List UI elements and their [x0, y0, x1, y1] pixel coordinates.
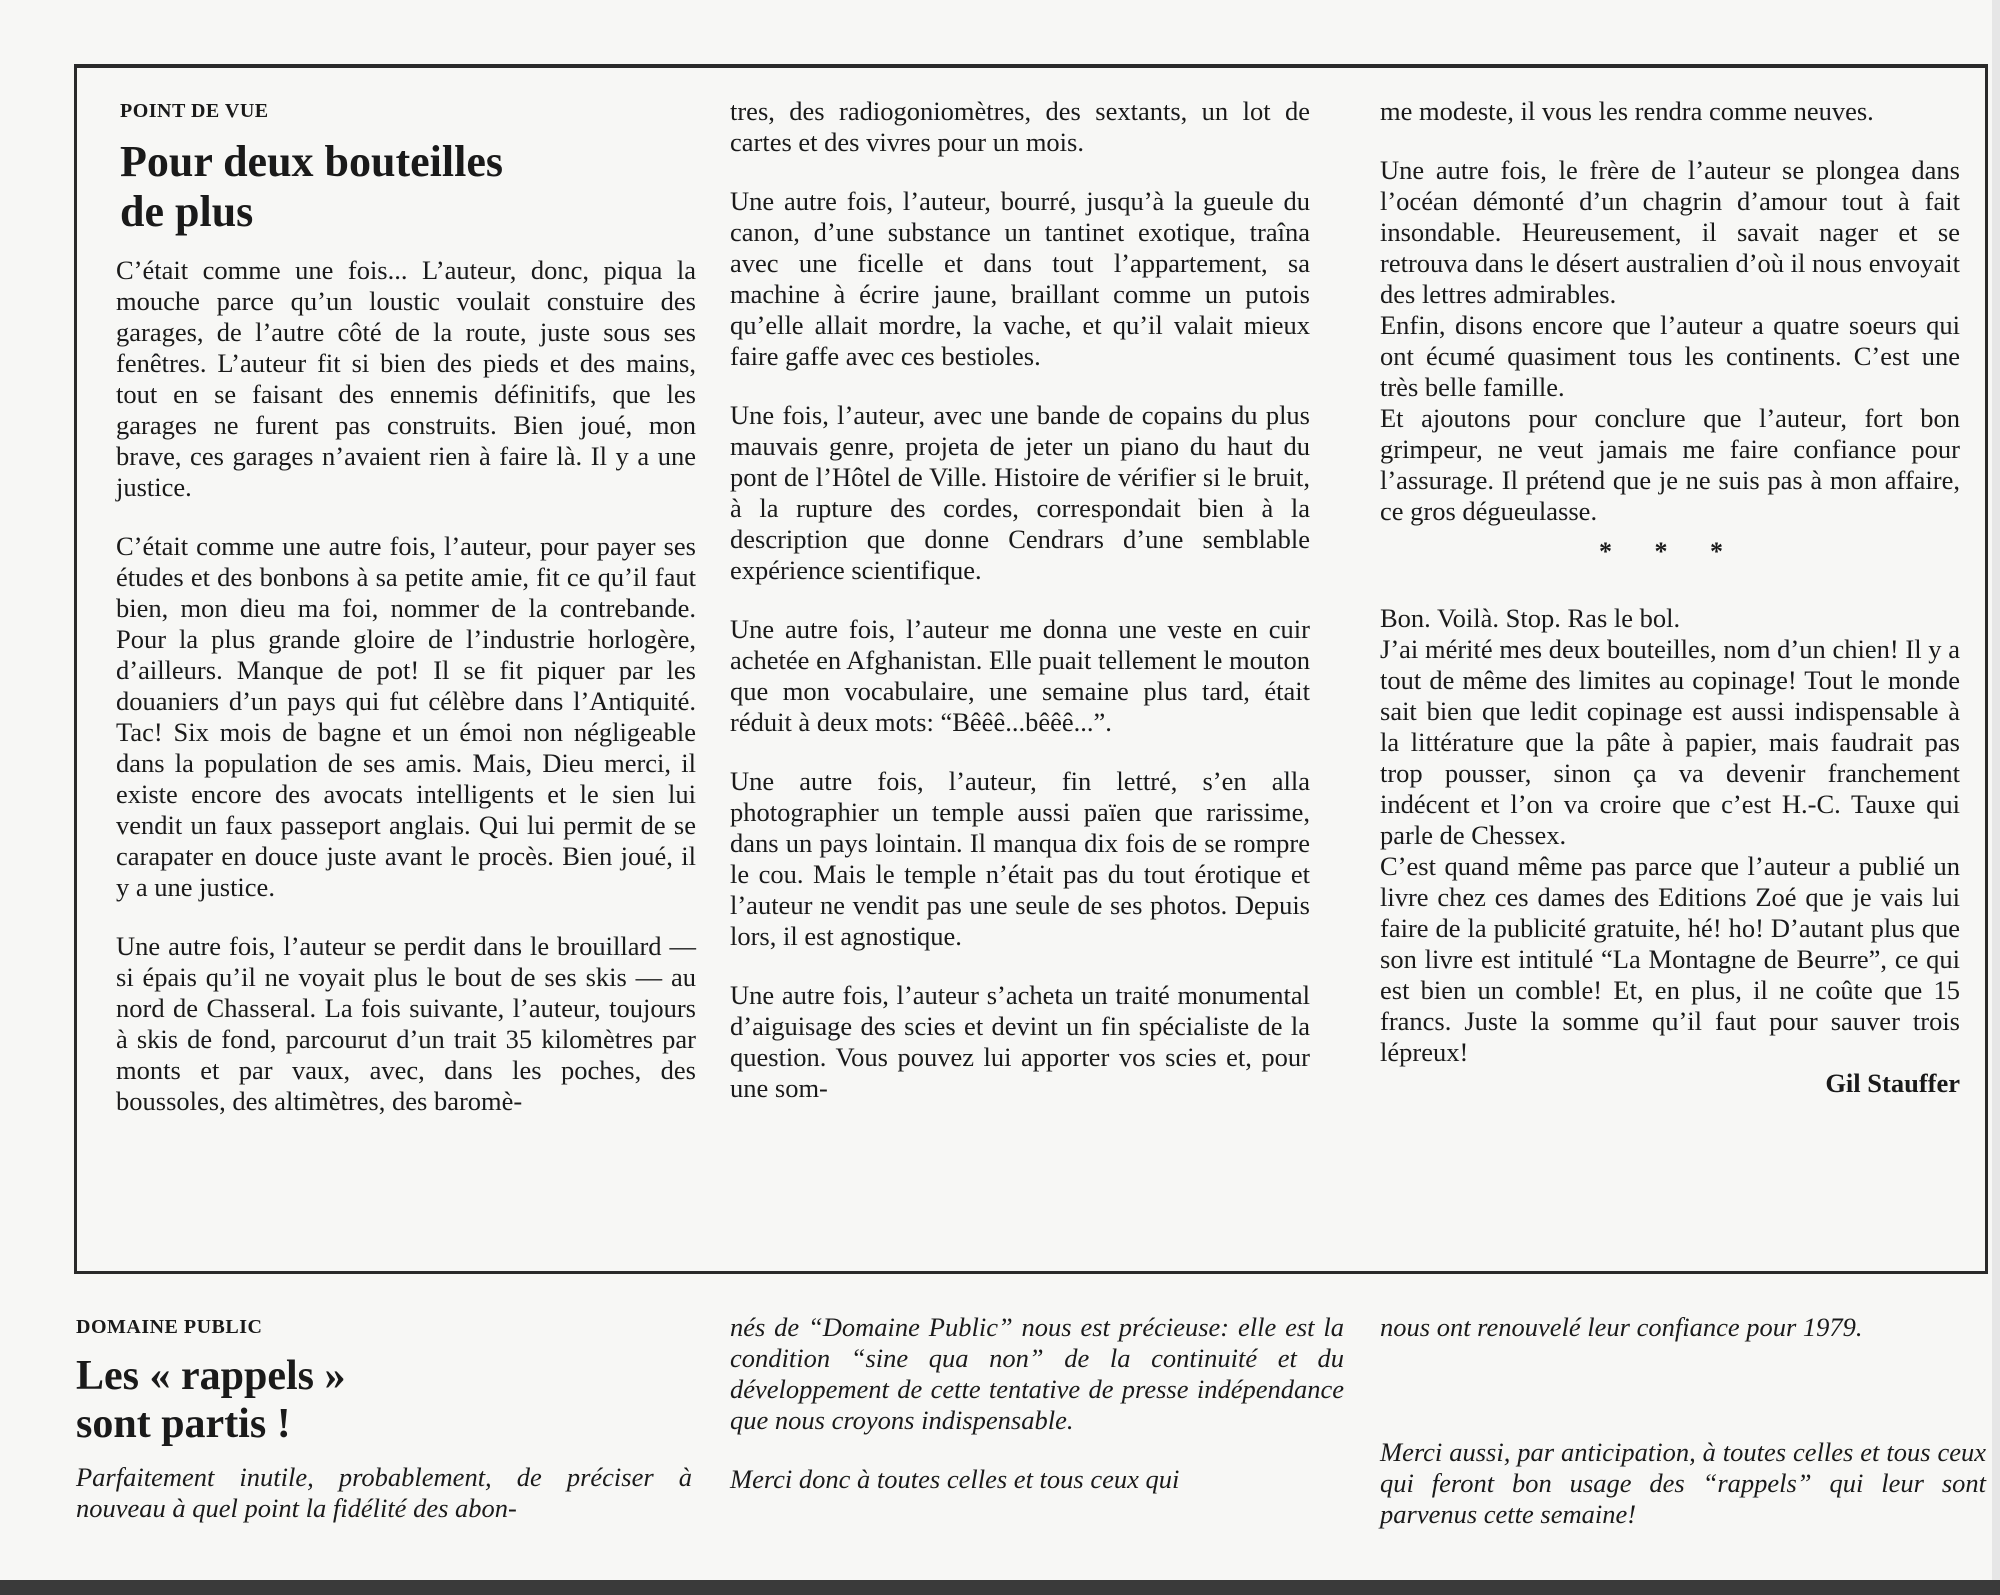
headline-article2	[76, 1352, 346, 1448]
paragraph: Une autre fois, le frère de l’auteur se plongea dans l’océan démonté d’un chagrin d’amour tout à fait insondable. Heureusement, il savait nager et se retrouva dans le désert australien d’où il nous envoyait des lettres admirables.	[1380, 155, 1960, 309]
paragraph: Et ajoutons pour conclure que l’auteur, fort bon grimpeur, ne veut jamais me faire confiance pour l’assurage. Il prétend que je ne suis pas à mon affaire, ce gros dégueulasse.	[1380, 403, 1960, 526]
paragraph: C’était comme une autre fois, l’auteur, pour payer ses études et des bonbons à sa petite amie, fit ce qu’il faut bien, mon dieu ma foi, nommer de la contrebande. Pour la plus grande gloire de l’industrie horlogère, d’ailleurs. Manque de pot! Il se fit piquer par les douaniers d’un pays qui fut célèbre dans l’Antiquité. Tac! Six mois de bagne et un émoi non négligeable dans la population de ses amis. Mais, Dieu merci, il existe encore des avocats intelligents et le sien lui vendit un faux passeport anglais. Qui lui permit de se carapater en douce juste avant le procès. Bien joué, il y a une justice.	[116, 531, 696, 902]
section-separator: * * *	[1599, 537, 1741, 566]
headline-line2: sont partis !	[76, 1401, 291, 1447]
paragraph: J’ai mérité mes deux bouteilles, nom d’un chien! Il y a tout de même des limites au copinage! Tout le monde sait bien que ledit copinage est aussi indispensable à la littérature que la pâte à papier, mais faudrait pas trop pousser, sinon ça va devenir franchement indécent et l’on va croire que c’est H.-C. Tauxe qui parle de Chessex.	[1380, 634, 1960, 850]
kicker-point-de-vue: POINT DE VUE	[120, 100, 269, 122]
scan-border	[0, 1580, 2000, 1595]
headline-line1: Les « rappels »	[76, 1353, 346, 1399]
article2-column2	[730, 1312, 1344, 1523]
paragraph: Une autre fois, l’auteur se perdit dans le brouillard — si épais qu’il ne voyait plus le bout de ses skis — au nord de Chasseral. La fois suivante, l’auteur, toujours à skis de fond, parcourut d’un trait 35 kilomètres par monts et par vaux, avec, dans les poches, des boussoles, des altimètres, des baromè-	[116, 931, 696, 1116]
article1-column1	[116, 255, 696, 1117]
author-signature: Gil Stauffer	[1825, 1068, 1960, 1098]
headline-article1	[120, 137, 503, 237]
paragraph: Une fois, l’auteur, avec une bande de copains du plus mauvais genre, projeta de jeter un piano du haut du pont de l’Hôtel de Ville. Histoire de vérifier si le bruit, à la rupture des cordes, correspondait bien à la description que donne Cendrars d’une semblable expérience scientifique.	[730, 400, 1310, 585]
article2-column3	[1380, 1312, 1986, 1558]
paragraph: nés de “Domaine Public” nous est précieuse: elle est la condition “sine qua non” de la continuité et du développement de cette tentative de presse indépendance que nous croyons indispensable.	[730, 1312, 1344, 1435]
paragraph: Merci aussi, par anticipation, à toutes celles et tous ceux qui feront bon usage des “rappels” qui leur sont parvenus cette semaine!	[1380, 1437, 1986, 1529]
paragraph: Parfaitement inutile, probablement, de préciser à nouveau à quel point la fidélité des abon-	[76, 1462, 692, 1523]
paragraph: Bon. Voilà. Stop. Ras le bol.	[1380, 603, 1681, 633]
article2-column1	[76, 1462, 692, 1552]
headline-line2: de plus	[120, 187, 254, 236]
paragraph: me modeste, il vous les rendra comme neuves.	[1380, 96, 1874, 126]
paragraph: nous ont renouvelé leur confiance pour 1979.	[1380, 1312, 1863, 1342]
article1-column3	[1380, 96, 1960, 1099]
paragraph: C’était comme une fois... L’auteur, donc, piqua la mouche parce qu’un loustic voulait constuire des garages, de l’autre côté de la route, juste sous ses fenêtres. L’auteur fit si bien des pieds et des mains, tout en se faisant des ennemis définitifs, que les garages ne furent pas construits. Bien joué, mon brave, ces garages n’avaient rien à faire là. Il y a une justice.	[116, 255, 696, 502]
article1-column2	[730, 96, 1310, 1104]
paragraph: Une autre fois, l’auteur me donna une veste en cuir achetée en Afghanistan. Elle puait tellement le mouton que mon vocabulaire, une semaine plus tard, était réduit à deux mots: “Bêêê...bêêê...”.	[730, 614, 1310, 737]
paragraph: Merci donc à toutes celles et tous ceux qui	[730, 1464, 1180, 1494]
kicker-domaine-public: DOMAINE PUBLIC	[76, 1316, 263, 1338]
paragraph: Une autre fois, l’auteur, bourré, jusqu’à la gueule du canon, d’une substance un tantinet exotique, traîna avec une ficelle et dans tout l’appartement, sa machine à écrire jaune, braillant comme un putois qu’elle allait mordre, la vache, et qu’il valait mieux faire gaffe avec ces bestioles.	[730, 186, 1310, 371]
page-edge	[1992, 0, 2000, 1595]
headline-line1: Pour deux bouteilles	[120, 137, 504, 186]
paragraph: Une autre fois, l’auteur s’acheta un traité monumental d’aiguisage des scies et devint un fin spécialiste de la question. Vous pouvez lui apporter vos scies et, pour une som-	[730, 980, 1310, 1103]
paragraph: tres, des radiogoniomètres, des sextants, un lot de cartes et des vivres pour un mois.	[730, 96, 1310, 157]
paragraph: C’est quand même pas parce que l’auteur a publié un livre chez ces dames des Editions Zoé que je vais lui faire de la publicité gratuite, hé! ho! D’autant plus que son livre est intitulé “La Montagne de Beurre”, ce qui est bien un comble! Et, en plus, il ne coûte que 15 francs. Juste la somme qu’il faut pour sauver trois lépreux!	[1380, 851, 1960, 1067]
paragraph: Une autre fois, l’auteur, fin lettré, s’en alla photographier un temple aussi païen que rarissime, dans un pays lointain. Il manqua dix fois de se rompre le cou. Mais le temple n’était pas du tout érotique et l’auteur ne vendit pas une seule de ses photos. Depuis lors, il est agnostique.	[730, 766, 1310, 951]
paragraph: Enfin, disons encore que l’auteur a quatre soeurs qui ont écumé quasiment tous les continents. C’est une très belle famille.	[1380, 310, 1960, 402]
